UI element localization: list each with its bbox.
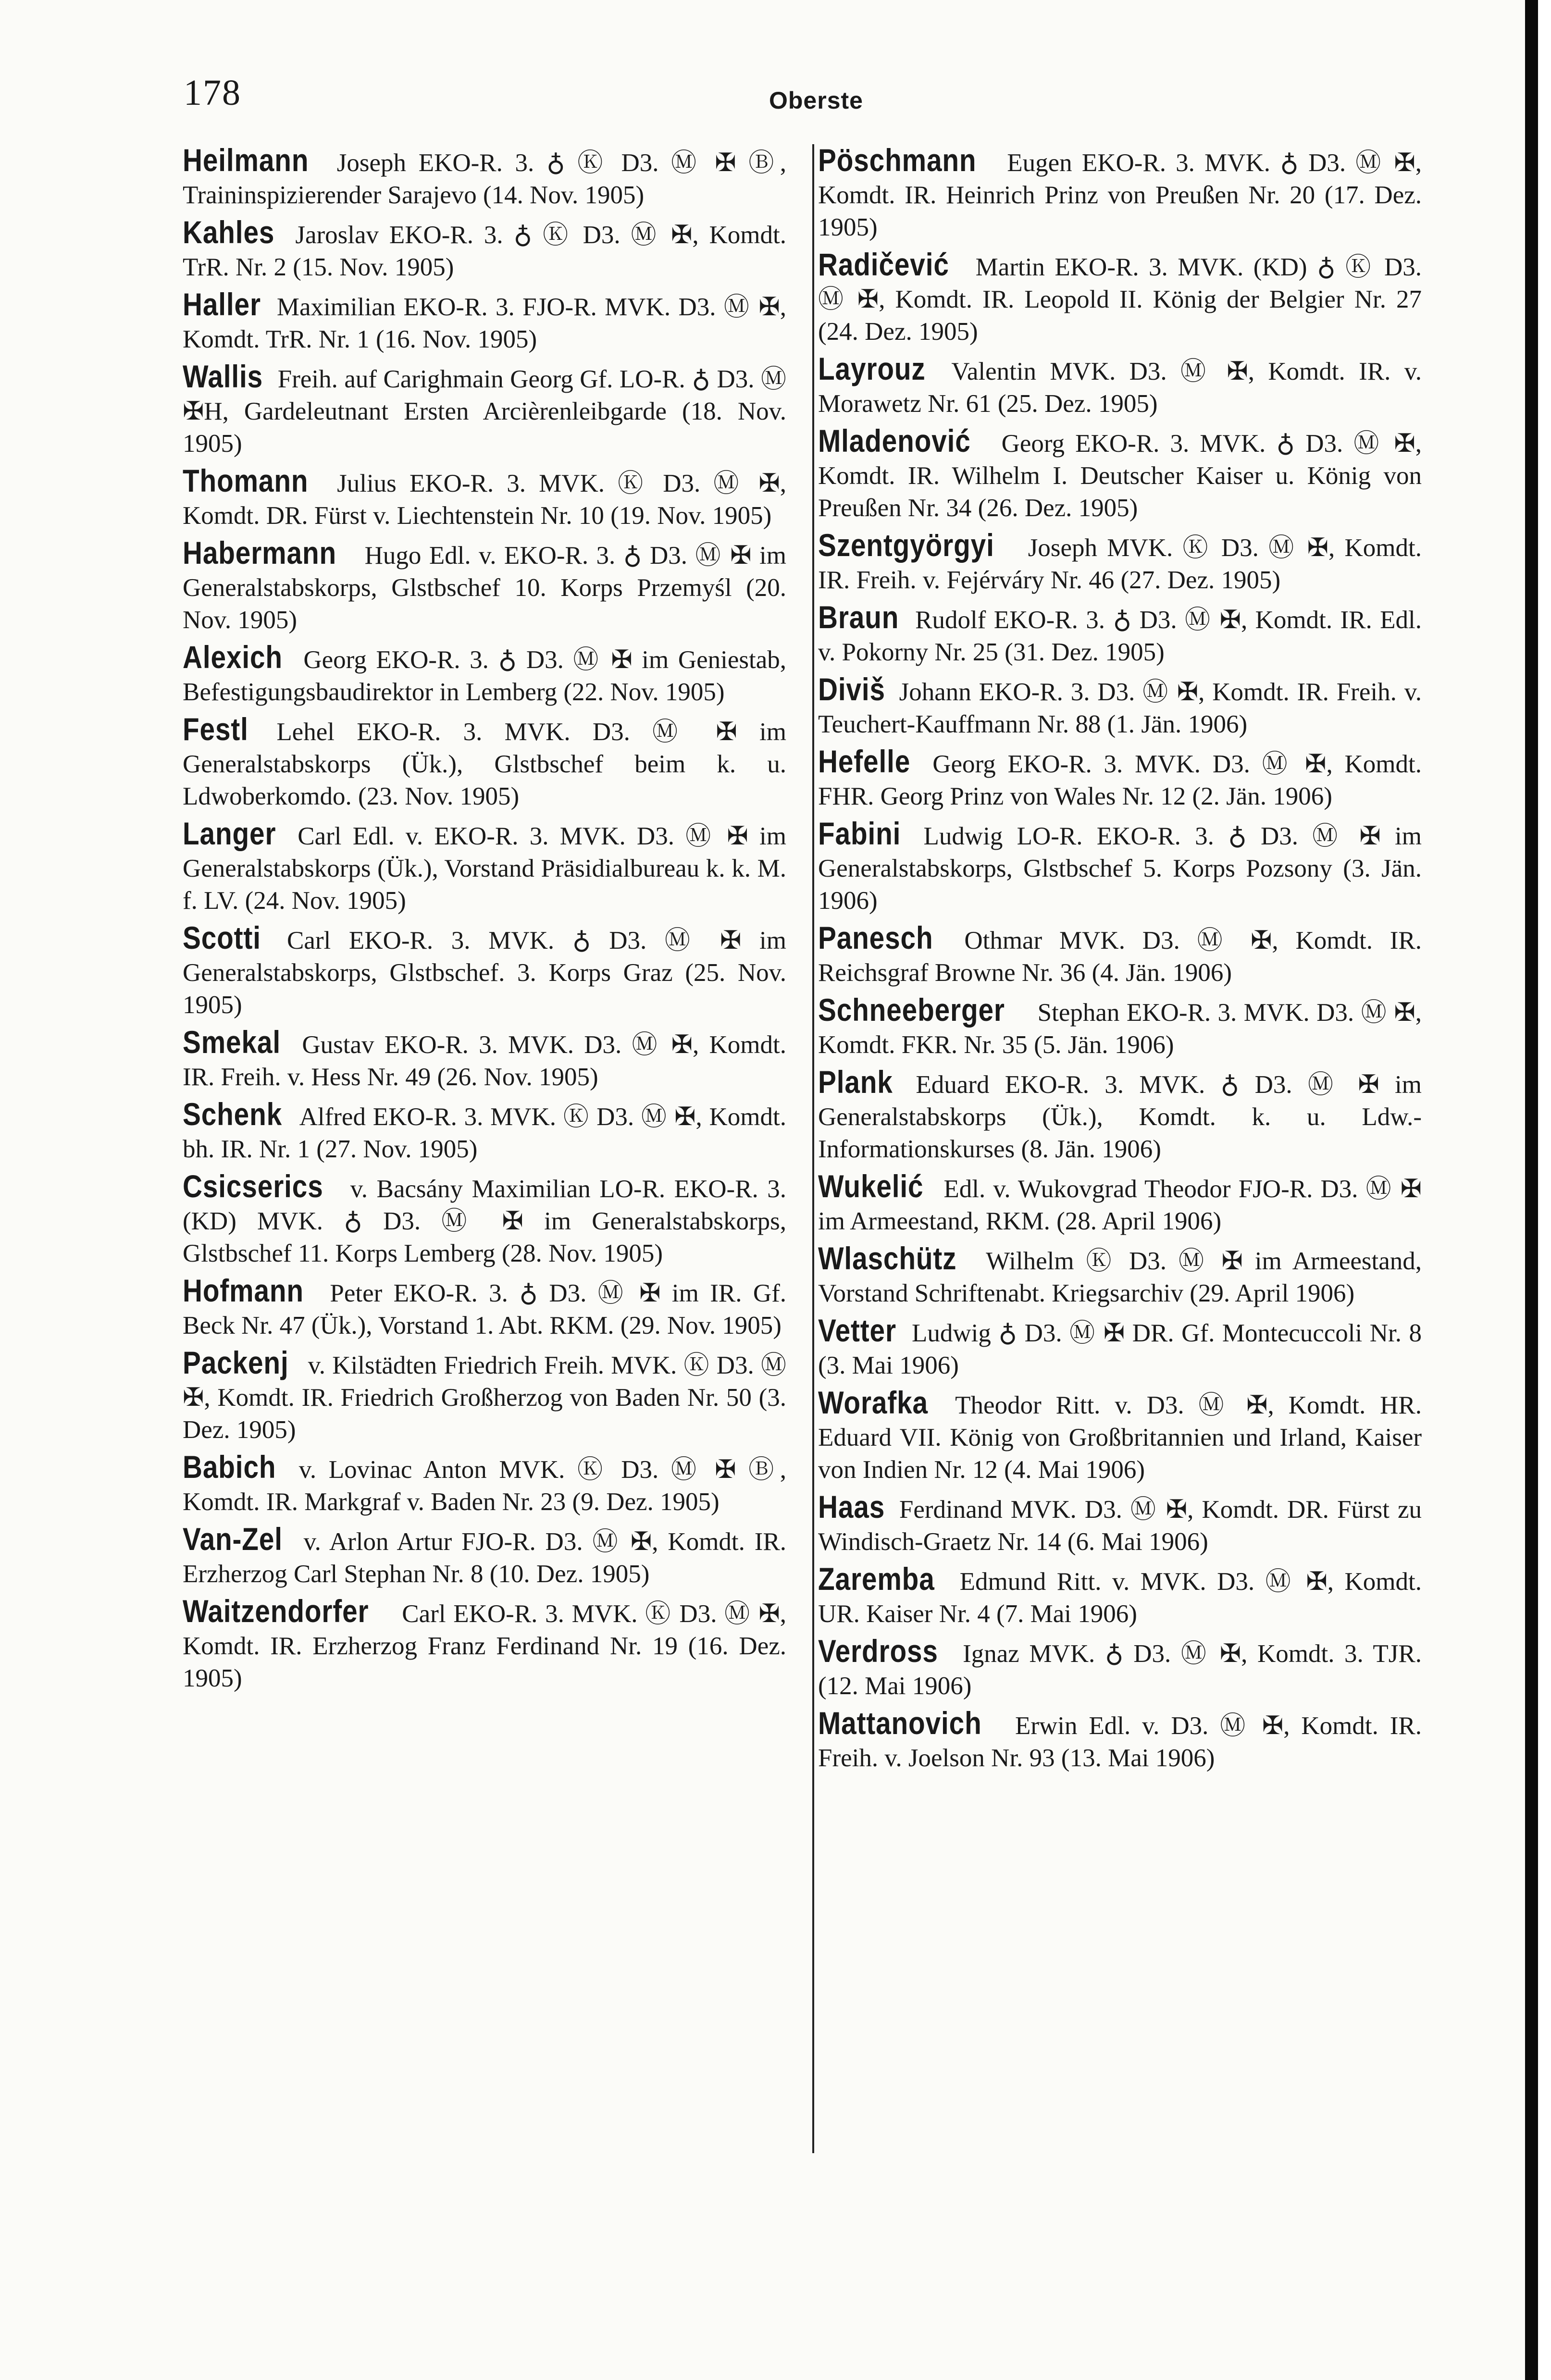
entry-surname: Habermann: [183, 535, 337, 570]
entry-surname: Braun: [818, 599, 899, 635]
entry-surname: Hofmann: [183, 1273, 304, 1308]
list-item: [818, 994, 1422, 1061]
list-item: [183, 144, 786, 211]
list-item: [818, 673, 1422, 741]
list-item: [183, 1098, 786, 1165]
entry-text: Rudolf EKO-R. 3. ♁ D3. Ⓜ ✠, Komdt. IR. Edl. v. Pokorny Nr. 25 (31. Dez. 1905): [818, 606, 1422, 666]
entry-surname: Wlaschütz: [818, 1240, 957, 1276]
list-item: [818, 144, 1422, 244]
scan-edge: [1525, 0, 1538, 2380]
list-item: [183, 922, 786, 1021]
list-item: [183, 360, 786, 460]
running-header: Oberste: [769, 87, 863, 114]
list-item: [818, 1314, 1422, 1382]
entry-text: Martin EKO-R. 3. MVK. (KD) ♁ Ⓚ D3. Ⓜ ✠, Komdt. IR. Leopold II. König der Belgier Nr. 27 (24. Dez. 1905): [818, 253, 1422, 346]
entry-surname: Langer: [183, 816, 276, 851]
entry-text: Joseph MVK. Ⓚ D3. Ⓜ ✠, Komdt. IR. Freih. v. Fejérváry Nr. 46 (27. Dez. 1905): [818, 534, 1422, 594]
entry-text: Wilhelm Ⓚ D3. Ⓜ ✠ im Armeestand, Vorstand Schriftenabt. Kriegsarchiv (29. April 1906): [818, 1247, 1422, 1307]
list-item: [183, 1595, 786, 1695]
entry-text: v. Lovinac Anton MVK. Ⓚ D3. Ⓜ ✠ Ⓑ, Komdt. IR. Markgraf v. Baden Nr. 23 (9. Dez. 1905): [183, 1456, 787, 1516]
entry-surname: Radičević: [818, 247, 949, 282]
entry-surname: Pöschmann: [818, 142, 977, 178]
entry-surname: Thomann: [183, 463, 309, 498]
entry-surname: Wallis: [183, 359, 263, 394]
entry-text: Georg EKO-R. 3. ♁ D3. Ⓜ ✠ im Geniestab, Befestigungsbaudirektor in Lemberg (22. Nov. 1905): [183, 646, 786, 706]
entry-text: Alfred EKO-R. 3. MVK. Ⓚ D3. Ⓜ ✠, Komdt. bh. IR. Nr. 1 (27. Nov. 1905): [183, 1103, 786, 1163]
entry-text: Stephan EKO-R. 3. MVK. D3. Ⓜ ✠, Komdt. FKR. Nr. 35 (5. Jän. 1906): [818, 999, 1422, 1059]
entry-surname: Verdross: [818, 1633, 938, 1669]
entry-surname: Packenj: [183, 1345, 289, 1380]
entry-surname: Schneeberger: [818, 992, 1005, 1028]
column-divider: [812, 144, 814, 2153]
entry-surname: Szentgyörgyi: [818, 527, 994, 563]
list-item: [183, 1275, 786, 1342]
entry-text: v. Arlon Artur FJO-R. D3. Ⓜ ✠, Komdt. IR. Erzherzog Carl Stephan Nr. 8 (10. Dez. 1905): [183, 1528, 786, 1588]
entry-surname: Worafka: [818, 1385, 928, 1420]
entry-text: v. Kilstädten Friedrich Freih. MVK. Ⓚ D3. Ⓜ ✠, Komdt. IR. Friedrich Großherzog von Baden Nr. 50 (3. Dez. 1905): [183, 1351, 786, 1444]
entry-surname: Babich: [183, 1449, 276, 1485]
list-item: [818, 425, 1422, 524]
list-item: [818, 1707, 1422, 1774]
entry-text: Edl. v. Wukovgrad Theodor FJO-R. D3. Ⓜ ✠ im Armeestand, RKM. (28. April 1906): [818, 1175, 1422, 1235]
entry-surname: Haller: [183, 286, 261, 322]
list-item: [183, 537, 786, 636]
entry-text: Hugo Edl. v. EKO-R. 3. ♁ D3. Ⓜ ✠ im Generalstabskorps, Glstbschef 10. Korps Przemyśl (20. Nov. 1905): [183, 542, 786, 634]
entry-surname: Heilmann: [183, 142, 309, 178]
entry-surname: Mladenović: [818, 423, 971, 459]
list-item: [183, 216, 786, 284]
entry-text: Lehel EKO-R. 3. MVK. D3. Ⓜ ✠ im Generalstabskorps (Ük.), Glstbschef beim k. u. Ldwoberkomdo. (23. Nov. 1905): [183, 718, 786, 810]
list-item: [183, 641, 786, 708]
entry-text: v. Bacsány Maximilian LO-R. EKO-R. 3. (KD) MVK. ♁ D3. Ⓜ ✠ im Generalstabskorps, Glstbschef 11. Korps Lemberg (28. Nov. 1905): [183, 1175, 787, 1267]
list-item: [818, 745, 1422, 813]
list-item: [183, 818, 786, 917]
entry-surname: Van-Zel: [183, 1521, 283, 1557]
list-item: [183, 1026, 786, 1093]
entry-text: Ludwig LO-R. EKO-R. 3. ♁ D3. Ⓜ ✠ im Generalstabskorps, Glstbschef 5. Korps Pozsony (3. Jän. 1906): [818, 822, 1422, 915]
list-item: [183, 1170, 786, 1270]
entry-text: Ludwig ♁ D3. Ⓜ ✠ DR. Gf. Montecuccoli Nr. 8 (3. Mai 1906): [818, 1319, 1422, 1379]
entry-surname: Zaremba: [818, 1561, 935, 1597]
entry-text: Erwin Edl. v. D3. Ⓜ ✠, Komdt. IR. Freih. v. Joelson Nr. 93 (13. Mai 1906): [818, 1712, 1422, 1772]
right-column: [818, 144, 1422, 1779]
entry-surname: Schenk: [183, 1096, 283, 1132]
entry-surname: Csicserics: [183, 1168, 323, 1204]
entry-text: Gustav EKO-R. 3. MVK. D3. Ⓜ ✠, Komdt. IR. Freih. v. Hess Nr. 49 (26. Nov. 1905): [183, 1031, 786, 1091]
entry-text: Johann EKO-R. 3. D3. Ⓜ ✠, Komdt. IR. Freih. v. Teuchert-Kauffmann Nr. 88 (1. Jän. 1906): [818, 678, 1422, 738]
entry-surname: Hefelle: [818, 744, 911, 779]
list-item: [183, 1523, 786, 1590]
entry-text: Othmar MVK. D3. Ⓜ ✠, Komdt. IR. Reichsgraf Browne Nr. 36 (4. Jän. 1906): [818, 927, 1422, 987]
entry-text: Georg EKO-R. 3. MVK. D3. Ⓜ ✠, Komdt. FHR. Georg Prinz von Wales Nr. 12 (2. Jän. 1906): [818, 750, 1422, 810]
list-item: [818, 1491, 1422, 1558]
entry-text: Georg EKO-R. 3. MVK. ♁ D3. Ⓜ ✠, Komdt. IR. Wilhelm I. Deutscher Kaiser u. König von Preußen Nr. 34 (26. Dez. 1905): [818, 430, 1422, 522]
list-item: [818, 1635, 1422, 1702]
entry-surname: Wukelić: [818, 1168, 924, 1204]
entry-text: Ferdinand MVK. D3. Ⓜ ✠, Komdt. DR. Fürst zu Windisch-Graetz Nr. 14 (6. Mai 1906): [818, 1496, 1422, 1556]
list-item: [818, 1170, 1422, 1238]
list-item: [183, 1347, 786, 1446]
entry-surname: Vetter: [818, 1313, 896, 1348]
entry-surname: Haas: [818, 1489, 885, 1525]
entry-text: Freih. auf Carighmain Georg Gf. LO-R. ♁ D3. Ⓜ ✠H, Gardeleutnant Ersten Arcièrenleibgarde (18. Nov. 1905): [183, 365, 786, 458]
entry-text: Jaroslav EKO-R. 3. ♁ Ⓚ D3. Ⓜ ✠, Komdt. TrR. Nr. 2 (15. Nov. 1905): [183, 221, 787, 281]
list-item: [818, 922, 1422, 989]
list-item: [183, 465, 786, 532]
entry-text: Carl EKO-R. 3. MVK. ♁ D3. Ⓜ ✠ im Generalstabskorps, Glstbschef. 3. Korps Graz (25. Nov. 1905): [183, 927, 786, 1019]
page-number: 178: [184, 73, 241, 113]
entry-text: Maximilian EKO-R. 3. FJO-R. MVK. D3. Ⓜ ✠, Komdt. TrR. Nr. 1 (16. Nov. 1905): [183, 293, 786, 353]
list-item: [818, 529, 1422, 596]
entry-text: Carl EKO-R. 3. MVK. Ⓚ D3. Ⓜ ✠, Komdt. IR. Erzherzog Franz Ferdinand Nr. 19 (16. Dez. 1905): [183, 1600, 786, 1692]
entry-surname: Kahles: [183, 214, 275, 250]
list-item: [183, 1451, 786, 1518]
list-item: [183, 288, 786, 356]
entry-surname: Plank: [818, 1064, 893, 1100]
entry-text: Edmund Ritt. v. MVK. D3. Ⓜ ✠, Komdt. UR. Kaiser Nr. 4 (7. Mai 1906): [818, 1568, 1422, 1628]
entry-surname: Fabini: [818, 816, 901, 851]
entry-surname: Diviš: [818, 671, 885, 707]
list-item: [183, 713, 786, 813]
entry-surname: Layrouz: [818, 351, 926, 386]
entry-text: Ignaz MVK. ♁ D3. Ⓜ ✠, Komdt. 3. TJR. (12. Mai 1906): [818, 1640, 1422, 1700]
entry-surname: Scotti: [183, 920, 261, 955]
entry-text: Eduard EKO-R. 3. MVK. ♁ D3. Ⓜ ✠ im Generalstabskorps (Ük.), Komdt. k. u. Ldw.-Informationskurses (8. Jän. 1906): [818, 1071, 1422, 1163]
entry-surname: Waitzendorfer: [183, 1593, 369, 1629]
entry-text: Carl Edl. v. EKO-R. 3. MVK. D3. Ⓜ ✠ im Generalstabskorps (Ük.), Vorstand Präsidialbureau k. k. M. f. LV. (24. Nov. 1905): [183, 822, 787, 915]
entry-text: Valentin MVK. D3. Ⓜ ✠, Komdt. IR. v. Morawetz Nr. 61 (25. Dez. 1905): [818, 358, 1422, 418]
entry-surname: Mattanovich: [818, 1705, 982, 1741]
list-item: [818, 1387, 1422, 1486]
left-column: [183, 144, 786, 1699]
list-item: [818, 601, 1422, 669]
entry-surname: Smekal: [183, 1024, 281, 1060]
entry-text: Julius EKO-R. 3. MVK. Ⓚ D3. Ⓜ ✠, Komdt. DR. Fürst v. Liechtenstein Nr. 10 (19. Nov. 1905): [183, 470, 787, 530]
list-item: [818, 1242, 1422, 1310]
list-item: [818, 248, 1422, 348]
entry-text: Peter EKO-R. 3. ♁ D3. Ⓜ ✠ im IR. Gf. Beck Nr. 47 (Ük.), Vorstand 1. Abt. RKM. (29. Nov. 1905): [183, 1279, 787, 1339]
entry-surname: Alexich: [183, 639, 283, 675]
entry-text: Joseph EKO-R. 3. ♁ Ⓚ D3. Ⓜ ✠ Ⓑ, Traininspizierender Sarajevo (14. Nov. 1905): [183, 149, 786, 209]
entry-text: Eugen EKO-R. 3. MVK. ♁ D3. Ⓜ ✠, Komdt. IR. Heinrich Prinz von Preußen Nr. 20 (17. Dez. 1905): [818, 149, 1422, 241]
list-item: [818, 1066, 1422, 1165]
list-item: [818, 353, 1422, 420]
entry-surname: Festl: [183, 711, 248, 747]
list-item: [818, 818, 1422, 917]
entry-text: Theodor Ritt. v. D3. Ⓜ ✠, Komdt. HR. Eduard VII. König von Großbritannien und Irland, Kaiser von Indien Nr. 12 (4. Mai 1906): [818, 1391, 1422, 1484]
list-item: [818, 1563, 1422, 1630]
entry-surname: Panesch: [818, 920, 933, 955]
